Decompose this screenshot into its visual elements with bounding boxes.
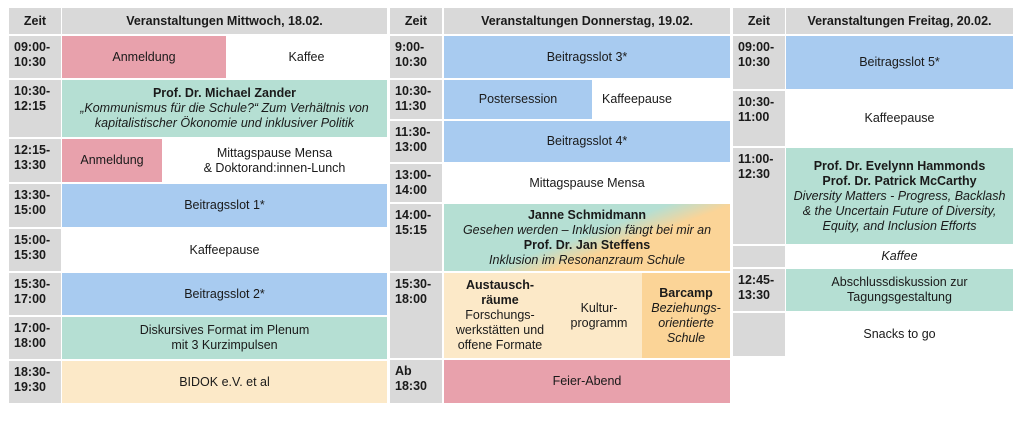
header-friday: Veranstaltungen Freitag, 20.02. [786,8,1013,34]
thu-keynote-speaker-1: Janne Schmidmann [527,207,647,222]
wed-slot-anmeldung-2: Anmeldung [62,139,162,182]
wed-time-1: 09:00- 10:30 [9,36,61,78]
fri-time-4 [733,246,785,267]
fri-keynote-speaker-2: Prof. Dr. Patrick McCarthy [822,173,977,188]
wed-slot-beitrag-1: Beitragsslot 1* [62,184,387,227]
fri-keynote [786,148,1013,244]
thu-slot-mittagspause: Mittagspause Mensa [444,164,730,202]
wed-time-7: 17:00- 18:00 [9,317,61,359]
thu-barcamp-title: Barcamp [659,285,713,300]
wed-time-2: 10:30- 12:15 [9,80,61,137]
fri-time-5: 12:45- 13:30 [733,269,785,311]
wed-slot-kaffeepause: Kaffeepause [62,229,387,271]
thu-keynote-speaker-2: Prof. Dr. Jan Steffens [523,237,651,252]
fri-keynote-title: Diversity Matters - Progress, Backlash & the Uncertain Future of Diversity, Equity, and Inclusion Efforts [793,188,1006,233]
header-zeit-wed: Zeit [9,8,61,34]
wed-slot-bidok: BIDOK e.V. et al [62,361,387,403]
wed-slot-kaffee: Kaffee [226,36,387,78]
fri-slot-snacks: Snacks to go [786,313,1013,356]
wed-keynote-title: „Kommunismus für die Schule?“ Zum Verhältnis von kapitalistischer Ökonomie und inklusiver Politik [80,101,369,130]
fri-time-6 [733,313,785,356]
thu-time-6: 15:30- 18:00 [390,273,442,358]
fri-slot-kaffee: Kaffee [786,246,1013,267]
thu-austausch-text: Forschungs- werkstätten und offene Formate [455,308,545,352]
wed-time-4: 13:30- 15:00 [9,184,61,227]
header-thursday: Veranstaltungen Donnerstag, 19.02. [444,8,730,34]
thu-slot-kaffeepause: Kaffeepause [592,80,730,119]
wed-keynote-speaker: Prof. Dr. Michael Zander [152,86,297,100]
thu-time-4: 13:00- 14:00 [390,164,442,202]
wed-time-6: 15:30- 17:00 [9,273,61,315]
thu-barcamp-text: Beziehungs- orientierte Schule [651,300,721,345]
wed-slot-plenum: Diskursives Format im Plenum mit 3 Kurzimpulsen [62,317,387,359]
fri-time-3: 11:00- 12:30 [733,148,785,244]
wed-slot-anmeldung-1: Anmeldung [62,36,226,78]
thu-slot-austauschraeume [444,273,556,358]
thu-time-3: 11:30- 13:00 [390,121,442,162]
fri-slot-kaffeepause: Kaffeepause [786,91,1013,146]
thu-time-2: 10:30- 11:30 [390,80,442,119]
thu-slot-barcamp [642,273,730,358]
wed-time-8: 18:30- 19:30 [9,361,61,403]
header-zeit-thu: Zeit [390,8,442,34]
thu-keynote-title-2: Inklusion im Resonanzraum Schule [489,252,685,267]
fri-slot-abschluss: Abschlussdiskussion zur Tagungsgestaltung [786,269,1013,311]
fri-slot-beitrag-5: Beitragsslot 5* [786,36,1013,89]
thu-austausch-title: Austausch- räume [465,278,535,307]
thu-time-1: 9:00- 10:30 [390,36,442,78]
header-wednesday: Veranstaltungen Mittwoch, 18.02. [62,8,387,34]
header-zeit-fri: Zeit [733,8,785,34]
thu-keynote-title-1: Gesehen werden – Inklusion fängt bei mir an [462,222,712,237]
thu-slot-feierabend: Feier-Abend [444,360,730,403]
thu-slot-beitrag-4: Beitragsslot 4* [444,121,730,162]
wed-slot-beitrag-2: Beitragsslot 2* [62,273,387,315]
wed-keynote-zander [62,80,387,137]
thu-slot-postersession: Postersession [444,80,592,119]
thu-slot-kulturprogramm: Kultur- programm [556,273,642,358]
wed-slot-mittagspause: Mittagspause Mensa & Doktorand:innen-Lunch [162,139,387,182]
wed-time-5: 15:00- 15:30 [9,229,61,271]
fri-keynote-speaker-1: Prof. Dr. Evelynn Hammonds [813,158,986,173]
thu-keynotes [444,204,730,271]
wed-time-3: 12:15- 13:30 [9,139,61,182]
thu-slot-beitrag-3: Beitragsslot 3* [444,36,730,78]
fri-time-2: 10:30- 11:00 [733,91,785,146]
thu-time-5: 14:00- 15:15 [390,204,442,271]
thu-time-7: Ab 18:30 [390,360,442,403]
fri-time-1: 09:00- 10:30 [733,36,785,89]
